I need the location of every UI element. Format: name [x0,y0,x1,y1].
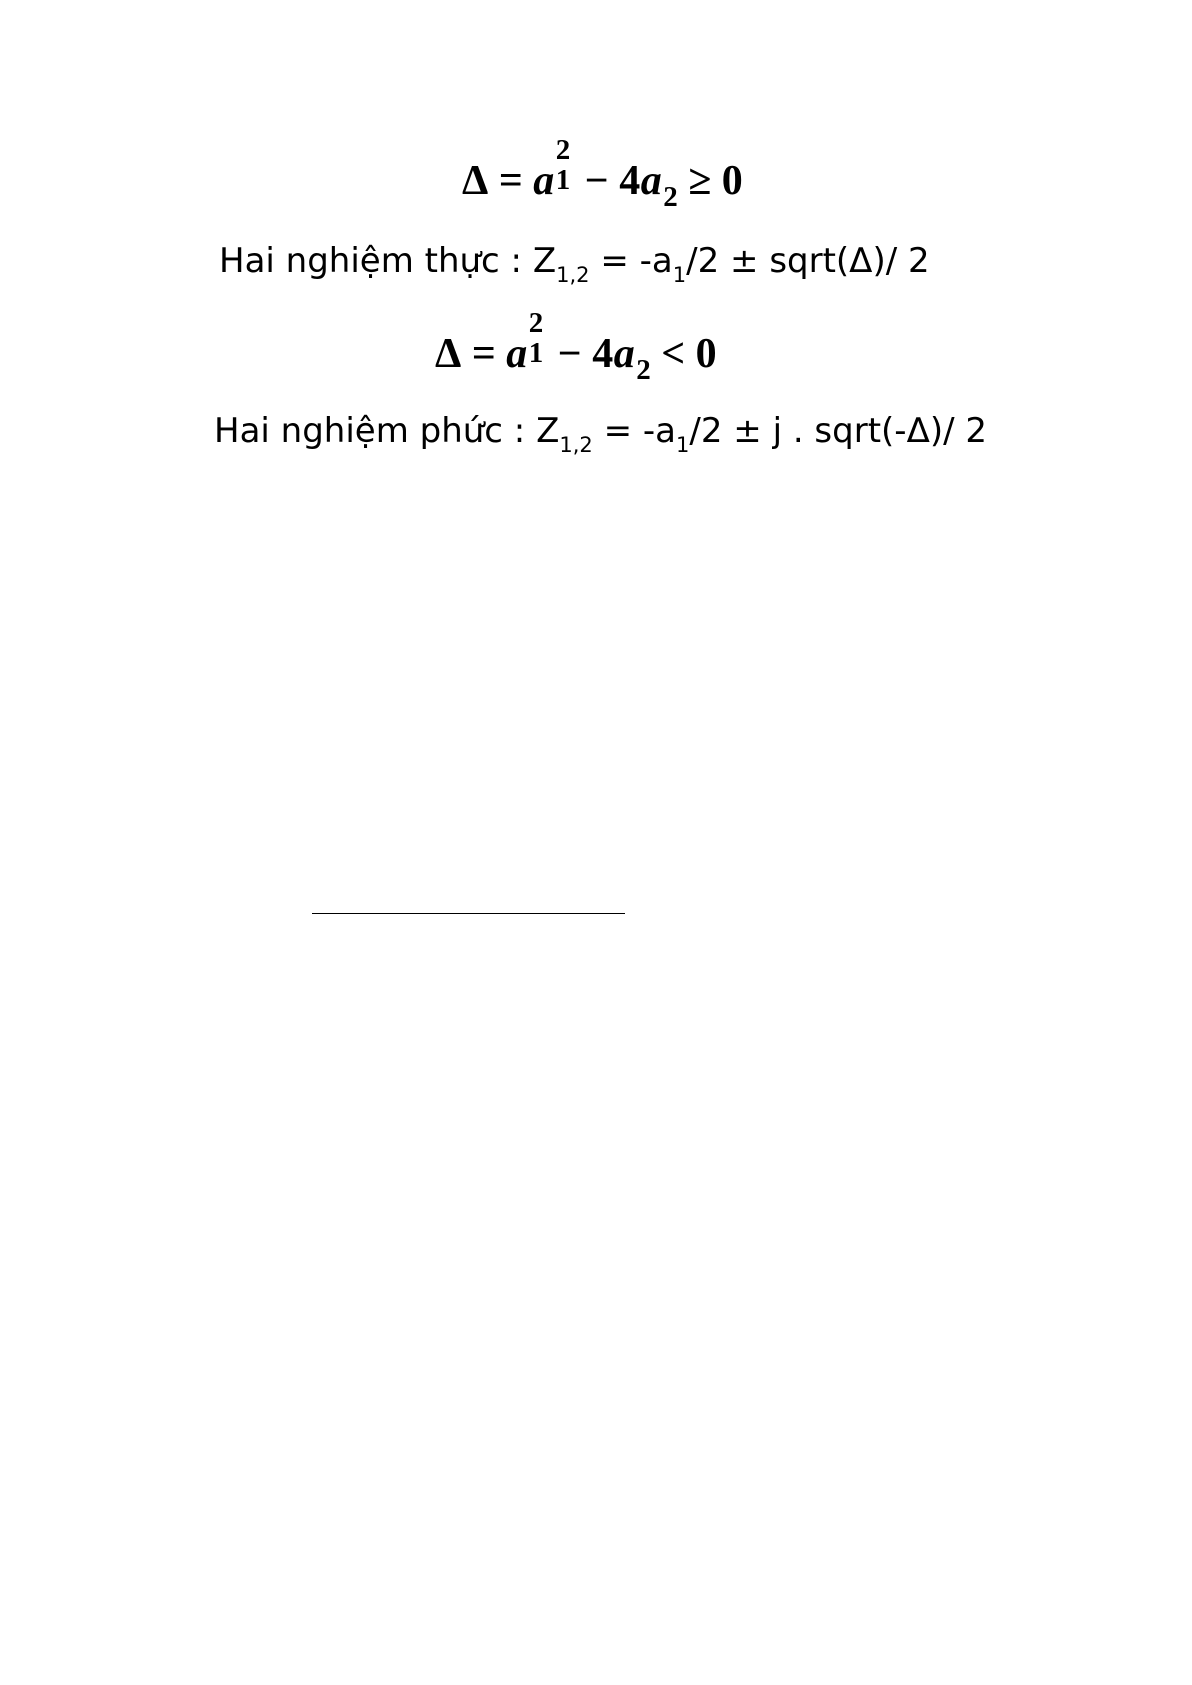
equals-sign: = [498,158,524,204]
z-subscript: 1,2 [556,263,590,287]
a1-superscript: 2 [528,307,544,339]
a1-scripts [555,134,575,196]
real-roots-line [219,241,930,287]
complex-roots-prefix: Hai nghiệm phức : Z [214,411,560,451]
z-subscript: 1,2 [559,433,593,457]
zero-value: 0 [695,331,718,377]
a1-subscript: 1 [528,337,544,369]
relation-sign: ≥ [688,158,712,204]
complex-roots-line [214,411,987,457]
a-subscript: 1 [672,263,687,287]
coefficient: 4 [619,158,641,204]
footnote-separator [312,913,625,914]
a1-scripts [528,307,548,369]
a1-subscript: 1 [555,164,571,196]
a2-subscript: 2 [663,181,679,213]
variable-a2: a [640,158,663,204]
real-roots-suffix: /2 ± sqrt(Δ)/ 2 [686,241,930,281]
variable-a2: a [613,331,636,377]
real-roots-mid: = -a [589,241,673,281]
real-roots-prefix: Hai nghiệm thực : Z [219,241,557,281]
complex-roots-mid: = -a [592,411,676,451]
complex-roots-suffix: /2 ± j . sqrt(-Δ)/ 2 [689,411,987,451]
delta-symbol: Δ [462,158,489,204]
coefficient: 4 [592,331,614,377]
discriminant-formula-real [462,134,744,213]
variable-a1: a [533,158,555,204]
equals-sign: = [471,331,497,377]
delta-symbol: Δ [435,331,462,377]
minus-sign: − [557,331,583,377]
minus-sign: − [584,158,610,204]
variable-a1: a [506,331,528,377]
discriminant-formula-complex [435,307,718,386]
a2-subscript: 2 [636,354,652,386]
relation-sign: < [661,331,686,377]
a1-superscript: 2 [555,134,571,166]
a-subscript: 1 [676,433,690,457]
zero-value: 0 [721,158,744,204]
